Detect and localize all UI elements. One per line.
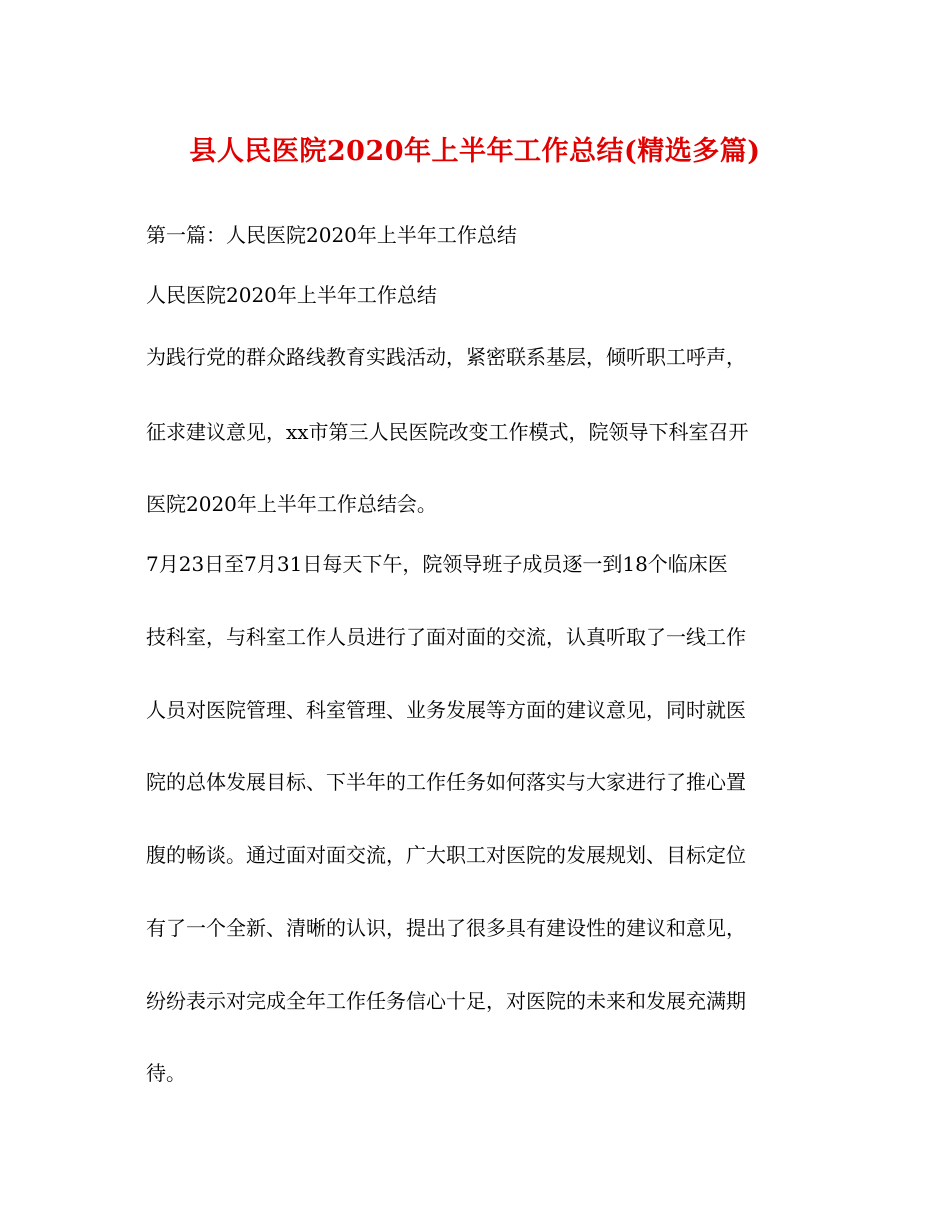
paragraph-line: 7月23日至7月31日每天下午，院领导班子成员逐一到18个临床医 — [146, 552, 728, 576]
paragraph-line: 待。 — [146, 1061, 186, 1085]
document-title: 县人民医院2020年上半年工作总结(精选多篇) — [189, 136, 761, 167]
paragraph-line: 院的总体发展目标、下半年的工作任务如何落实与大家进行了推心置 — [146, 770, 746, 794]
paragraph-line: 人员对医院管理、科室管理、业务发展等方面的建议意见，同时就医 — [146, 698, 746, 722]
paragraph-line: 技科室，与科室工作人员进行了面对面的交流，认真听取了一线工作 — [146, 625, 746, 649]
paragraph-line: 征求建议意见，xx市第三人民医院改变工作模式，院领导下科室召开 — [146, 420, 749, 444]
paragraph-line: 为践行党的群众路线教育实践活动，紧密联系基层，倾听职工呼声， — [146, 345, 746, 369]
paragraph-line: 纷纷表示对完成全年工作任务信心十足，对医院的未来和发展充满期 — [146, 989, 746, 1013]
sub-heading: 人民医院2020年上半年工作总结 — [146, 283, 437, 307]
paragraph-line: 腹的畅谈。通过面对面交流，广大职工对医院的发展规划、目标定位 — [146, 843, 746, 867]
paragraph-line: 医院2020年上半年工作总结会。 — [146, 492, 437, 516]
section-heading: 第一篇：人民医院2020年上半年工作总结 — [146, 223, 517, 247]
paragraph-line: 有了一个全新、清晰的认识，提出了很多具有建设性的建议和意见， — [146, 916, 746, 940]
